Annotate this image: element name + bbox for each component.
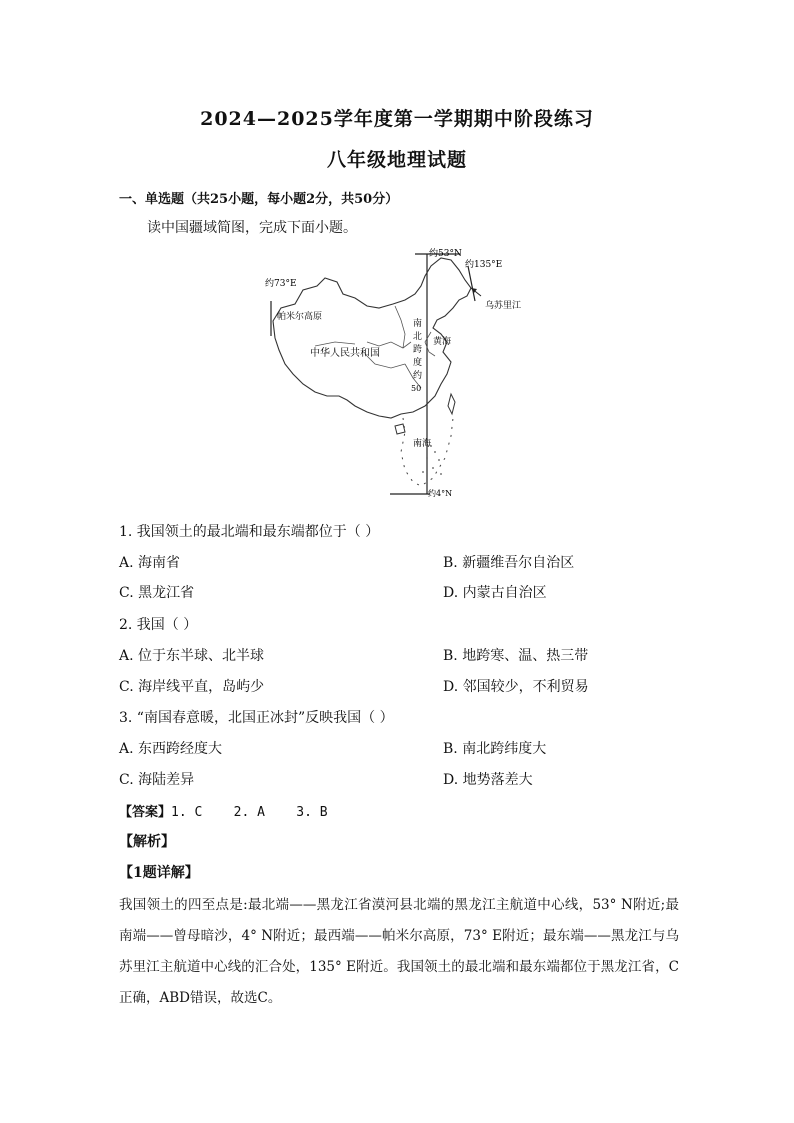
question-3-stem: 3. “南国春意暖，北国正冰封”反映我国（ ） [119,710,394,726]
span-char: 南 [413,319,423,329]
question-1-option-c: C. 黑龙江省 [119,585,195,601]
china-territory-map [255,246,545,500]
taiwan-island [448,394,455,414]
span-char: 跨 [413,345,423,355]
question-1-stem: 1. 我国领土的最北端和最东端都位于（ ） [119,524,380,540]
question-1-option-d: D. 内蒙古自治区 [443,585,547,601]
region-boundaries [315,306,421,388]
exam-title: 2024—2025学年度第一学期期中阶段练习 [200,108,594,130]
question-3-option-b: B. 南北跨纬度大 [443,741,547,757]
label-prc: 中华人民共和国 [310,348,380,359]
question-2-option-c: C. 海岸线平直，岛屿少 [119,679,265,695]
span-char: 约 [413,371,423,381]
analysis-label: 【解析】 [119,834,175,850]
answer-text: 1. C 2. A 3. B [171,805,328,820]
question-3-option-d: D. 地势落差大 [443,772,533,788]
label-nanhai: 南海 [413,439,432,449]
question-1-option-a: A. 海南省 [119,555,181,571]
answer-line [119,801,328,820]
question-2-option-b: B. 地跨寒、温、热三带 [443,648,589,664]
section-heading: 一、单选题（共25小题，每小题2分，共50分） [119,192,399,207]
label-north: 约53°N [429,249,462,259]
question-2-option-d: D. 邻国较少，不利贸易 [443,679,589,695]
label-huanghai: 黄海 [433,337,452,347]
question-2-stem: 2. 我国（ ） [119,617,198,633]
question-3-option-a: A. 东西跨经度大 [119,741,223,757]
span-char: 度 [413,358,423,368]
question-2-option-a: A. 位于东半球、北半球 [119,648,265,664]
detail-label: 【1题详解】 [119,865,199,881]
span-char: 50 [411,384,422,393]
exam-subtitle: 八年级地理试题 [326,149,467,171]
question-3-option-c: C. 海陆差异 [119,772,195,788]
east-lon-line [468,266,475,301]
label-west: 约73°E [265,279,297,289]
instruction-text: 读中国疆域简图，完成下面小题。 [147,220,357,236]
question-1-option-b: B. 新疆维吾尔自治区 [443,555,575,571]
analysis-paragraph: 我国领土的四至点是:最北端——黑龙江省漠河县北端的黑龙江主航道中心线，53° N附近;最南端——曾母暗沙，4° N附近；最西端——帕米尔高原，73° E附近；最东端——黑龙江与乌苏里江主航道中心线的汇合处，135° E附近。我国领土的最北端和最东端都位于黑龙江省，C正确，ABD错误，故选C。 [119,897,679,1006]
hainan-island [395,424,405,434]
label-south: 约4°N [428,489,453,498]
label-pamir: 帕米尔高原 [277,312,323,322]
span-char: 北 [413,332,423,342]
label-wusuli: 乌苏里江 [485,301,522,311]
label-east: 约135°E [465,260,503,270]
answer-label: 【答案】 [119,805,172,820]
